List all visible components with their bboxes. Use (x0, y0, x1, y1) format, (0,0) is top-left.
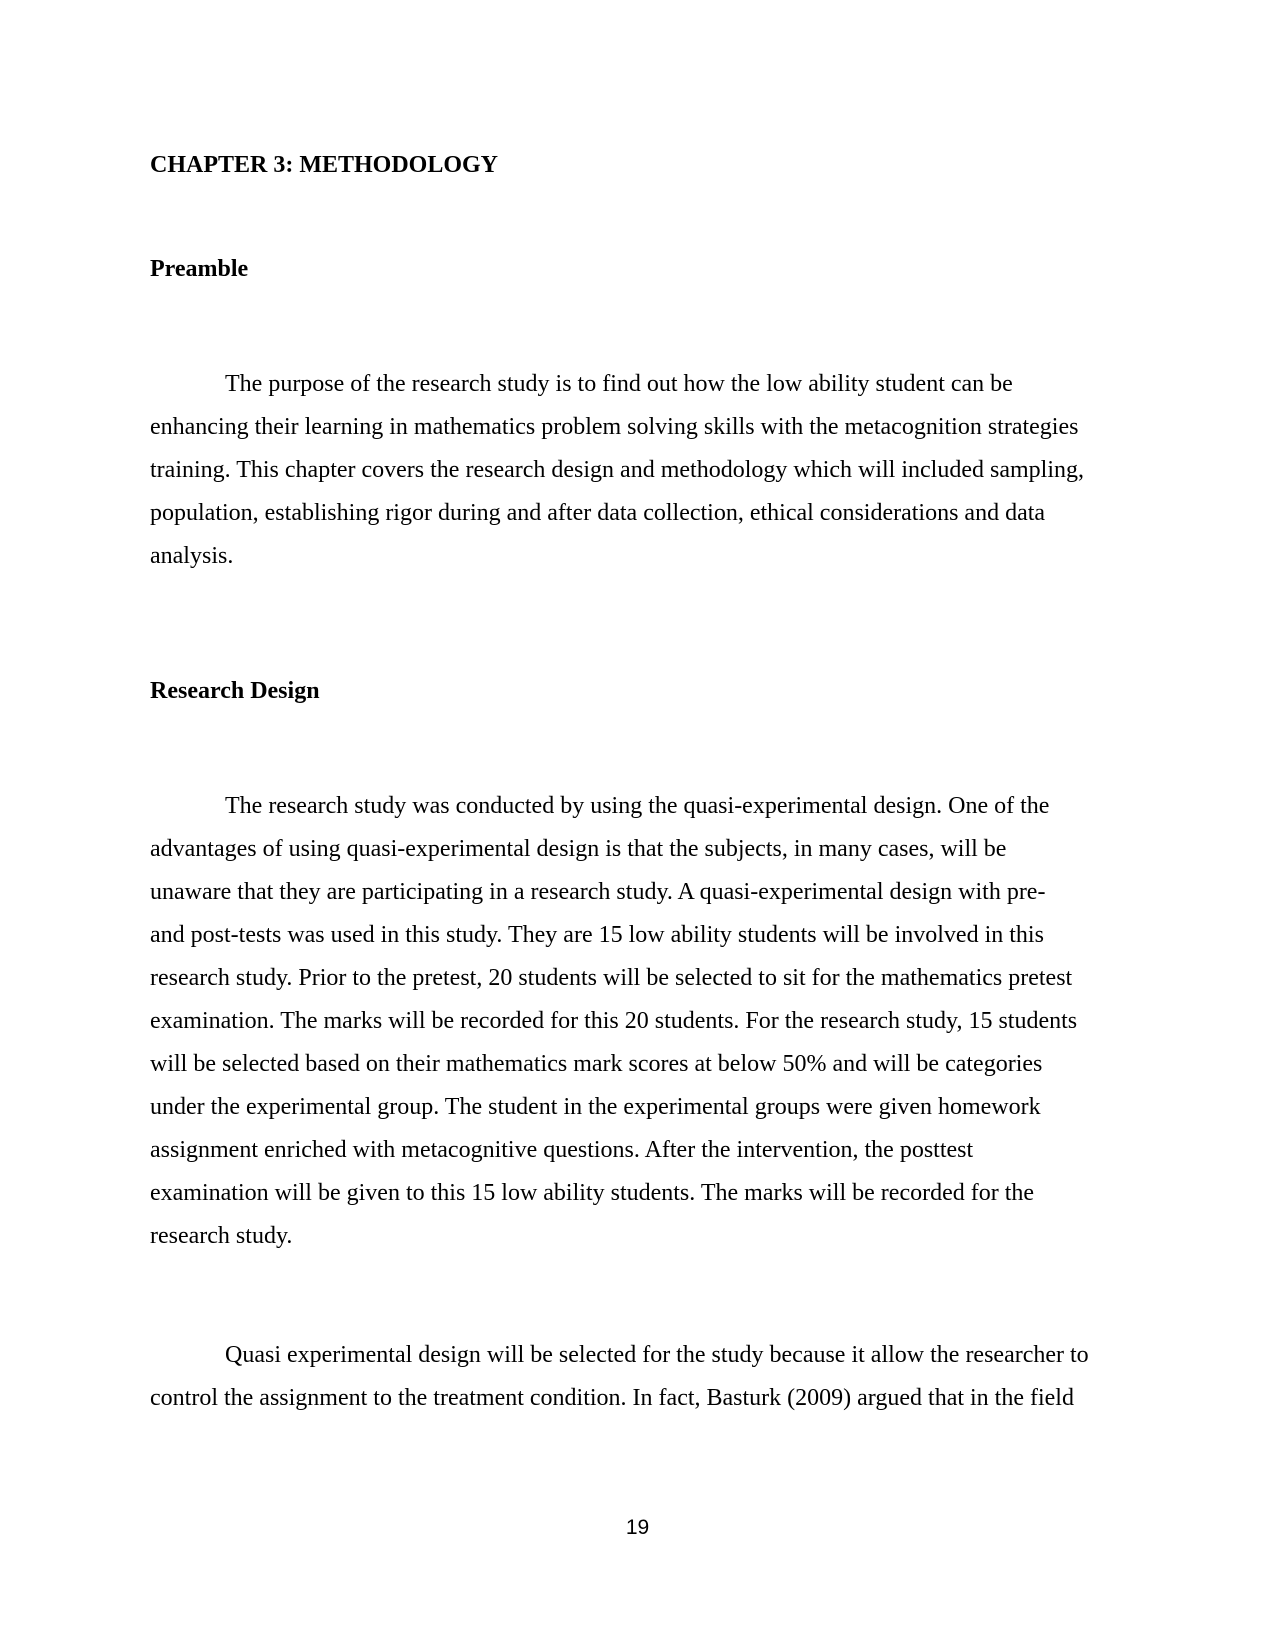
page-number: 19 (625, 1516, 650, 1539)
section-heading-research-design: Research Design (150, 678, 320, 704)
chapter-title: CHAPTER 3: METHODOLOGY (150, 152, 499, 178)
paragraph-line: research study. (150, 1223, 293, 1249)
paragraph-line: training. This chapter covers the research design and methodology which will included sampling, (150, 457, 1084, 483)
paragraph-line: Quasi experimental design will be selected for the study because it allow the researcher to (225, 1342, 1089, 1368)
paragraph-line: The purpose of the research study is to find out how the low ability student can be (225, 371, 1013, 397)
paragraph-line: examination will be given to this 15 low ability students. The marks will be recorded for the (150, 1180, 1035, 1206)
paragraph-line: population, establishing rigor during and after data collection, ethical considerations and data (150, 500, 1046, 526)
paragraph-line: assignment enriched with metacognitive questions. After the intervention, the posttest (150, 1137, 974, 1163)
paragraph-line: will be selected based on their mathematics mark scores at below 50% and will be categories (150, 1051, 1043, 1077)
section-heading-preamble: Preamble (150, 256, 249, 282)
paragraph-line: examination. The marks will be recorded for this 20 students. For the research study, 15 students (150, 1008, 1078, 1034)
paragraph-line: The research study was conducted by using the quasi-experimental design. One of the (225, 793, 1050, 819)
paragraph-line: under the experimental group. The student in the experimental groups were given homework (150, 1094, 1041, 1120)
paragraph-line: research study. Prior to the pretest, 20 students will be selected to sit for the mathematics pretest (150, 965, 1073, 991)
paragraph-line: unaware that they are participating in a research study. A quasi-experimental design with pre- (150, 879, 1046, 905)
paragraph-line: control the assignment to the treatment condition. In fact, Basturk (2009) argued that in the field (150, 1385, 1074, 1411)
paragraph-line: enhancing their learning in mathematics problem solving skills with the metacognition strategies (150, 414, 1079, 440)
research-design-paragraph (150, 785, 1130, 1258)
paragraph-line: advantages of using quasi-experimental design is that the subjects, in many cases, will be (150, 836, 1007, 862)
preamble-paragraph (150, 363, 1130, 578)
paragraph-line: analysis. (150, 543, 234, 569)
paragraph-line: and post-tests was used in this study. They are 15 low ability students will be involved in this (150, 922, 1044, 948)
quasi-experimental-paragraph (150, 1334, 1130, 1420)
